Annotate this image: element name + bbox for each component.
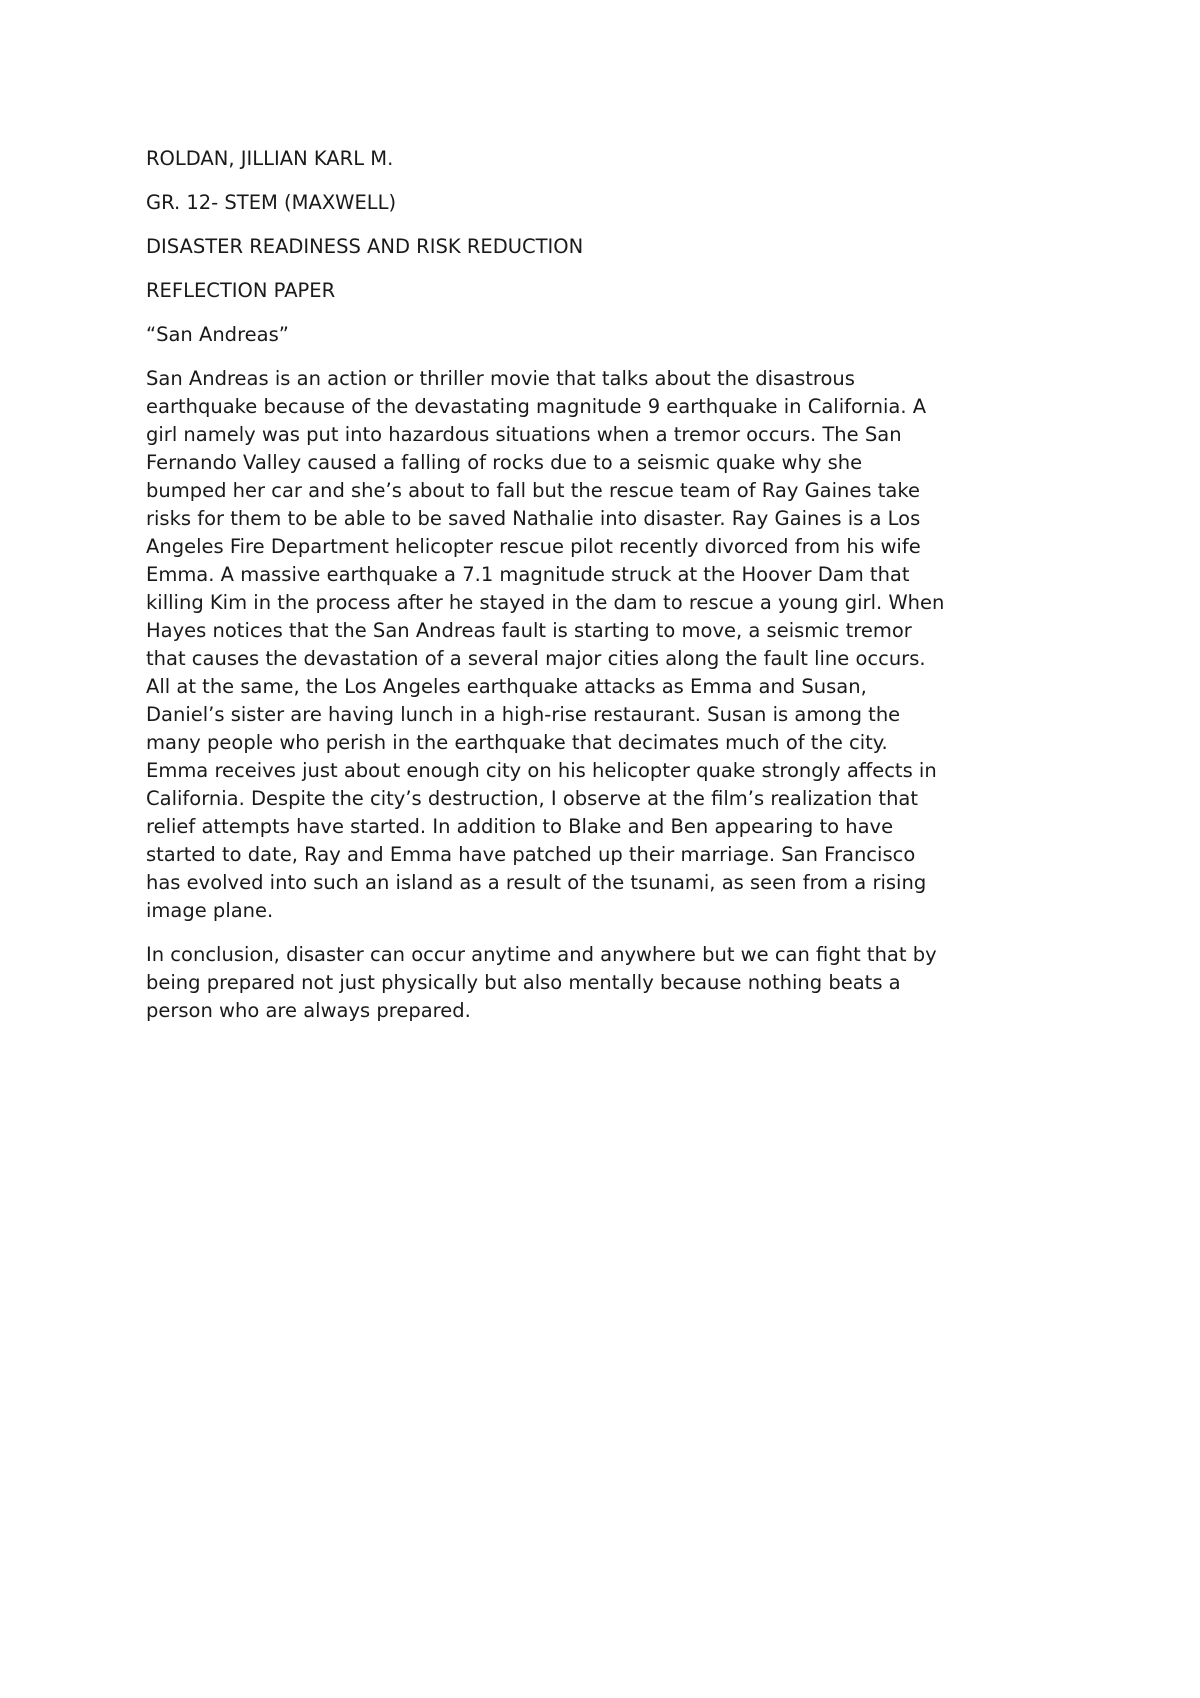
paragraph-line: that causes the devastation of a several major cities along the fault line occurs.: [146, 647, 926, 670]
paragraph-line: earthquake because of the devastating magnitude 9 earthquake in California. A: [146, 395, 927, 418]
paragraph-line: Hayes notices that the San Andreas fault is starting to move, a seismic tremor: [146, 619, 912, 642]
paragraph-line: killing Kim in the process after he stayed in the dam to rescue a young girl. When: [146, 591, 945, 614]
paragraph-line: girl namely was put into hazardous situations when a tremor occurs. The San: [146, 423, 902, 446]
paragraph-line: California. Despite the city’s destruction, I observe at the film’s realization that: [146, 787, 919, 810]
paragraph-line: In conclusion, disaster can occur anytime and anywhere but we can fight that by: [146, 943, 937, 966]
paragraph-line: Daniel’s sister are having lunch in a high-rise restaurant. Susan is among the: [146, 703, 901, 726]
paragraph-line: Angeles Fire Department helicopter rescue pilot recently divorced from his wife: [146, 535, 921, 558]
paper-type: REFLECTION PAPER: [146, 279, 336, 302]
paragraph-line: risks for them to be able to be saved Nathalie into disaster. Ray Gaines is a Los: [146, 507, 921, 530]
paragraph-line: being prepared not just physically but also mentally because nothing beats a: [146, 971, 901, 994]
document-body: [146, 145, 1076, 1041]
paragraph-line: image plane.: [146, 899, 274, 922]
conclusion-paragraph: [146, 941, 1076, 1025]
paragraph-line: All at the same, the Los Angeles earthquake attacks as Emma and Susan,: [146, 675, 867, 698]
paragraph-line: many people who perish in the earthquake that decimates much of the city.: [146, 731, 888, 754]
subject-title: DISASTER READINESS AND RISK REDUCTION: [146, 235, 584, 258]
paragraph-line: Emma. A massive earthquake a 7.1 magnitude struck at the Hoover Dam that: [146, 563, 910, 586]
paragraph-line: Fernando Valley caused a falling of rocks due to a seismic quake why she: [146, 451, 863, 474]
student-name: ROLDAN, JILLIAN KARL M.: [146, 147, 394, 170]
paragraph-line: Emma receives just about enough city on his helicopter quake strongly affects in: [146, 759, 937, 782]
paragraph-line: San Andreas is an action or thriller movie that talks about the disastrous: [146, 367, 855, 390]
grade-section: GR. 12- STEM (MAXWELL): [146, 191, 397, 214]
body-paragraph-1: [146, 365, 1076, 925]
paragraph-line: relief attempts have started. In addition to Blake and Ben appearing to have: [146, 815, 894, 838]
paragraph-line: person who are always prepared.: [146, 999, 471, 1022]
paragraph-line: bumped her car and she’s about to fall but the rescue team of Ray Gaines take: [146, 479, 920, 502]
paper-title: “San Andreas”: [146, 323, 289, 346]
paragraph-line: has evolved into such an island as a result of the tsunami, as seen from a rising: [146, 871, 927, 894]
paragraph-line: started to date, Ray and Emma have patched up their marriage. San Francisco: [146, 843, 916, 866]
